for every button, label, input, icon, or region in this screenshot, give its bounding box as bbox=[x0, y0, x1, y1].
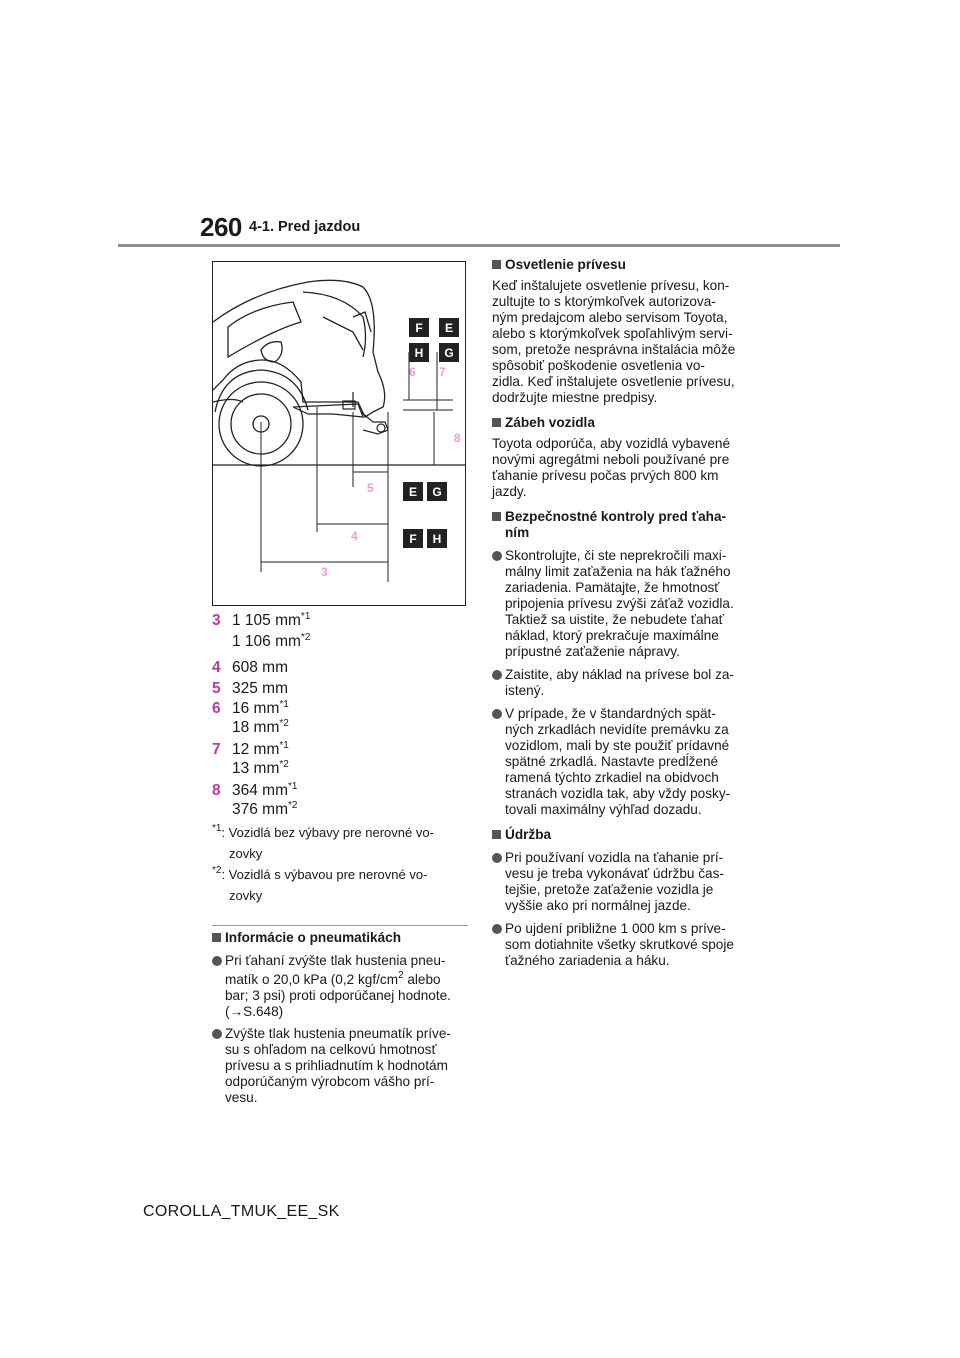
footnote-text: : Vozidlá s výbavou pre nerovné vo- bbox=[221, 867, 428, 882]
measurement-value: 13 mm bbox=[232, 760, 280, 777]
bullet-line: Zaistite, aby náklad na prívese bol za- bbox=[505, 667, 734, 682]
measurement-value: 16 mm bbox=[232, 700, 280, 717]
dimension-lines bbox=[261, 352, 453, 582]
dim-8: 8 bbox=[454, 431, 461, 445]
car-outline bbox=[213, 280, 385, 417]
measurement-value: 18 mm bbox=[232, 719, 280, 736]
bullet-line: vesu je treba vykonávať údržbu čas- bbox=[505, 866, 724, 881]
bullet-line: matík o 20,0 kPa (0,2 kgf/cm bbox=[225, 972, 399, 987]
footnote-1 bbox=[212, 822, 472, 864]
bullet-line: Pri ťahaní zvýšte tlak hustenia pneu- bbox=[225, 953, 446, 968]
dim-7: 7 bbox=[439, 365, 446, 379]
bullet-line: su s ohľadom na celkovú hmotnosť bbox=[225, 1042, 437, 1057]
text-line: alebo s ktorýmkoľvek spoľahlivým servi- bbox=[492, 326, 733, 341]
text-line: spôsobiť poškodenie osvetlenia vo- bbox=[492, 358, 705, 373]
measurement-value: 1 106 mm bbox=[232, 633, 301, 650]
measurement-number: 3 bbox=[212, 612, 221, 629]
label-h-top: H bbox=[414, 346, 424, 360]
bullet-line: V prípade, že v štandardných spät- bbox=[505, 706, 716, 721]
bullet-line: Pri používaní vozidla na ťahanie prí- bbox=[505, 850, 724, 865]
text-line: novými agregátmi neboli používané pre bbox=[492, 452, 730, 467]
footnote-text: zovky bbox=[229, 888, 263, 903]
superscript: 2 bbox=[398, 970, 404, 981]
page-reference-link[interactable]: (→S.648) bbox=[225, 1004, 284, 1019]
label-f-top: F bbox=[415, 321, 423, 335]
dim-6: 6 bbox=[409, 365, 416, 379]
bullet-line: ťažného zariadenia a háku. bbox=[505, 953, 670, 968]
tow-hitch bbox=[293, 392, 388, 434]
safety-bullet-3 bbox=[492, 706, 750, 818]
text-line: jazdy. bbox=[492, 484, 527, 499]
bullet-line: ných zrkadlách nevidíte premávku za bbox=[505, 722, 729, 737]
bullet-line: náklad, ktorý prekračuje maximálne bbox=[505, 628, 719, 643]
dim-3: 3 bbox=[321, 565, 328, 579]
page-number: 260 bbox=[200, 212, 242, 242]
footnote-mark: *2 bbox=[300, 632, 311, 643]
footnote-text: zovky bbox=[229, 846, 263, 861]
bullet-line: Zvýšte tlak hustenia pneumatík príve- bbox=[225, 1026, 451, 1041]
safety-bullet-1 bbox=[492, 548, 750, 660]
lighting-text bbox=[492, 278, 750, 406]
measurement-value: 608 mm bbox=[232, 659, 288, 676]
bullet-line: istený. bbox=[505, 683, 545, 698]
text-line: zultujte to s ktorýmkoľvek autorizova- bbox=[492, 294, 716, 309]
text-line: Keď inštalujete osvetlenie prívesu, kon- bbox=[492, 278, 730, 293]
section-title: 4-1. Pred jazdou bbox=[249, 219, 361, 235]
bullet-line: odporúčaným výrobcom vášho prí- bbox=[225, 1074, 435, 1089]
measurement-number: 4 bbox=[212, 659, 221, 676]
footnote-text: : Vozidlá bez výbavy pre nerovné vo- bbox=[221, 825, 434, 840]
footnote-mark: *1 bbox=[300, 611, 311, 622]
footnote-mark: *2 bbox=[279, 759, 289, 770]
bullet-line: vesu. bbox=[225, 1090, 258, 1105]
label-e-mid: E bbox=[408, 485, 418, 499]
dim-5: 5 bbox=[367, 481, 374, 495]
bullet-line: pripojenia prívesu zvýši záťaž vozidla. bbox=[505, 596, 734, 611]
measurement-number: 8 bbox=[212, 782, 221, 799]
heading-line: ním bbox=[505, 525, 530, 540]
measurement-value: 12 mm bbox=[232, 741, 280, 758]
bullet-line: tovali maximálny výhľad dozadu. bbox=[505, 802, 702, 817]
bullet-line: stranách vozidla tak, aby vždy posky- bbox=[505, 786, 731, 801]
tires-bullet-1 bbox=[212, 953, 470, 1020]
footnote-mark: *1 bbox=[279, 740, 289, 751]
measurement-number: 6 bbox=[212, 700, 221, 717]
safety-heading bbox=[492, 509, 750, 541]
lighting-heading: Osvetlenie prívesu bbox=[492, 257, 750, 273]
bullet-line: bar; 3 psi) proti odporúčanej hodnote. bbox=[225, 988, 451, 1003]
breakin-heading: Zábeh vozidla bbox=[492, 415, 750, 431]
bullet-line: Po ujdení približne 1 000 km s príve- bbox=[505, 921, 726, 936]
footnote-mark: *1 bbox=[279, 699, 289, 710]
text-line: Toyota odporúča, aby vozidlá vybavené bbox=[492, 436, 731, 451]
bullet-line: vyššie ako pri normálnej jazde. bbox=[505, 898, 691, 913]
text-line: zidla. Keď inštalujete osvetlenie prívesu, bbox=[492, 374, 735, 389]
bullet-line: spätné zrkadlá. Nastavte predĺžené bbox=[505, 754, 719, 769]
bullet-line: vozidlom, mali by ste použiť prídavné bbox=[505, 738, 730, 753]
footnote-mark: *2 bbox=[212, 865, 222, 876]
bullet-line: Skontrolujte, či ste neprekročili maxi- bbox=[505, 548, 727, 563]
label-g-top: G bbox=[444, 346, 454, 360]
label-h-low: H bbox=[432, 532, 442, 546]
maintenance-bullet-1 bbox=[492, 850, 750, 914]
measurement-value: 376 mm bbox=[232, 801, 288, 818]
measurement-number: 5 bbox=[212, 680, 221, 697]
section-divider bbox=[212, 925, 468, 926]
heading-line: Bezpečnostné kontroly pred ťaha- bbox=[505, 509, 727, 524]
tires-heading: Informácie o pneumatikách bbox=[212, 930, 470, 946]
safety-bullet-2 bbox=[492, 667, 750, 699]
footnote-mark: *1 bbox=[288, 781, 298, 792]
bullet-line: prívesu a s prihliadnutím k hodnotám bbox=[225, 1058, 448, 1073]
footnote-mark: *2 bbox=[288, 800, 298, 811]
measurement-value: 325 mm bbox=[232, 680, 288, 697]
bullet-line: som dotiahnite všetky skrutkové spoje bbox=[505, 937, 734, 952]
breakin-text bbox=[492, 436, 750, 500]
label-e-top: E bbox=[444, 321, 454, 335]
bullet-line: alebo bbox=[403, 972, 441, 987]
bullet-line: ramená týchto zrkadiel na obidvoch bbox=[505, 770, 719, 785]
label-g-mid: G bbox=[432, 485, 442, 499]
maintenance-heading: Údržba bbox=[492, 827, 750, 843]
bullet-line: málny limit zaťaženia na hák ťažného bbox=[505, 564, 731, 579]
text-line: som, pretože nesprávna inštalácia môže bbox=[492, 342, 736, 357]
right-column bbox=[492, 257, 750, 969]
tow-hitch-diagram bbox=[212, 261, 466, 606]
bullet-line: tejšie, pretože zaťaženie vozidla je bbox=[505, 882, 714, 897]
bullet-line: Taktiež sa uistite, že nebudete ťahať bbox=[505, 612, 724, 627]
measurement-value: 1 105 mm bbox=[232, 612, 301, 629]
footnote-2 bbox=[212, 864, 472, 906]
measurement-number: 7 bbox=[212, 741, 221, 758]
model-code: COROLLA_TMUK_EE_SK bbox=[143, 1203, 340, 1220]
text-line: ťahanie prívesu počas prvých 800 km bbox=[492, 468, 719, 483]
tires-section bbox=[212, 930, 470, 1106]
maintenance-bullet-2 bbox=[492, 921, 750, 969]
dim-4: 4 bbox=[351, 529, 358, 543]
footnote-mark: *2 bbox=[279, 718, 289, 729]
bullet-line: prípustné zaťaženie nápravy. bbox=[505, 644, 680, 659]
text-line: ným predajcom alebo servisom Toyota, bbox=[492, 310, 728, 325]
header-rule bbox=[118, 244, 840, 247]
measurement-value: 364 mm bbox=[232, 782, 288, 799]
text-line: dodržujte miestne predpisy. bbox=[492, 390, 658, 405]
tires-bullet-2 bbox=[212, 1026, 470, 1106]
footnote-mark: *1 bbox=[212, 823, 222, 834]
bullet-line: zariadenia. Pamätajte, že hmotnosť bbox=[505, 580, 720, 595]
label-f-low: F bbox=[409, 532, 417, 546]
